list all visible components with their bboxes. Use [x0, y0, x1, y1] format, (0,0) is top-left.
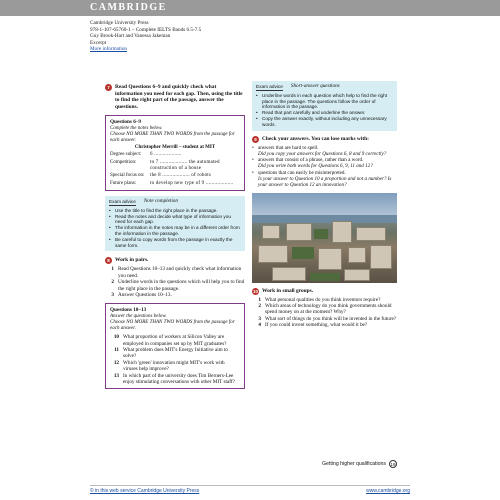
exam-advice-note-completion	[105, 196, 245, 251]
list-item: 12 Which 'green' innovation might MIT's work with viruses help improve?	[113, 359, 225, 373]
list-item: • answers that consist of a phrase, rather than a word. Did you write both words for Questions 6, 9, 11 and 12?	[252, 157, 397, 170]
advice-item: • Be careful to copy words from the passage in exactly the same form.	[109, 237, 241, 249]
advice-tag: Exam advice	[109, 198, 136, 204]
pairs-list	[105, 266, 245, 298]
questions-10-13-box	[105, 303, 245, 389]
book-meta	[90, 20, 201, 53]
list-item: 3 Answer Questions 10–13.	[111, 291, 172, 298]
step-10-text: Work in small groups.	[262, 287, 314, 294]
book-page	[90, 75, 410, 475]
meta-line: Excerpt	[90, 39, 107, 46]
meta-line: 978-1-107-65760-1 – Complete IELTS Bands 6.5-7.5	[90, 26, 202, 33]
list-item: 3 What sort of things do you think will be invented in the future?	[258, 315, 397, 322]
aerial-campus-photo	[252, 193, 397, 283]
questions-list	[110, 334, 240, 385]
list-item: • answers that are hard to spell. Did you copy your answers for Questions 6, 8 and 9 correctly?	[252, 145, 397, 158]
publisher-logo: CAMBRIDGE	[90, 2, 167, 13]
list-item: 13 In which part of the university does Tim Berners-Lee enjoy stimulating conversations with other MIT staff?	[113, 372, 235, 386]
advice-item: • Underline words in each question which help to find the right place in the passage. The questions follow the order of information in the passage.	[256, 93, 393, 110]
header-bar	[0, 0, 500, 16]
notes-label: Competition:	[110, 159, 137, 165]
notes-label: Special focus on:	[110, 173, 145, 179]
list-item: 1 What personal qualities do you think inventors require?	[258, 296, 381, 303]
marks-list	[252, 145, 397, 189]
notes-gap: 6 ...................	[150, 152, 182, 158]
left-column	[105, 84, 245, 389]
advice-item: • The information in the notes may be in a different order from the information in the passage.	[109, 225, 241, 237]
step-8	[105, 257, 245, 264]
exam-advice-short-answer	[252, 81, 397, 131]
instruction: Answer the questions below.	[110, 313, 167, 319]
notes-gap: the 8 ................... of robots	[150, 173, 212, 179]
copyright-link[interactable]: © in this web service Cambridge University Press	[90, 488, 200, 494]
more-information-link[interactable]: More information	[90, 46, 128, 53]
step-7-text: Read Questions 6–9 and quickly check what information you need for each gap. Then, using the title to find the right part of the passage, answer the questions.	[115, 84, 243, 110]
advice-item: • Copy the answer exactly, without including any unnecessary words.	[256, 116, 393, 128]
notes-label: Degree subject:	[110, 152, 142, 158]
instruction: Choose NO MORE THAN TWO WORDS from the passage for each answer.	[110, 319, 235, 331]
cambridge-site-link[interactable]: www.cambridge.org	[366, 488, 410, 494]
meta-line: Cambridge University Press	[90, 20, 149, 26]
step-number-badge: 9	[252, 136, 259, 143]
copyright-bar	[90, 485, 410, 494]
meta-line: Guy Brook-Hart and Vanessa Jakeman	[90, 33, 171, 40]
advice-item: • Read that part carefully and underline the answer.	[256, 110, 393, 116]
list-item: 11 What problem does MIT's Energy Initiative aim to solve?	[114, 347, 228, 360]
list-item: 2 Which areas of technology do you think governments should spend money on at the moment? Why?	[258, 303, 392, 316]
step-number-badge: 10	[252, 288, 258, 294]
step-9	[252, 136, 397, 143]
notes-label: Future plans:	[110, 180, 137, 186]
page-footer	[322, 460, 397, 468]
page-number: 19	[390, 462, 396, 467]
questions-6-9-box	[105, 115, 245, 191]
list-item: • questions that can easily be misinterpreted. Is your answer to Question 10 a proportion and not a number? Is your answer to Question 12 an innovation?	[252, 170, 397, 189]
right-column	[252, 81, 397, 329]
advice-item: • Use the title to find the right place in the passage.	[109, 208, 241, 214]
questions-title: Questions 6–9	[110, 119, 141, 126]
notes-gap: to develop new type of 9 ...................	[150, 180, 234, 186]
advice-item: • Read the notes and decide what type of information you need for each gap.	[109, 214, 241, 226]
list-item: 2 Underline words in the questions which will help you to find the right place in the passage.	[111, 279, 245, 292]
notes-heading: Christopher Merrill – student at MIT	[134, 145, 216, 151]
step-8-text: Work in pairs.	[115, 257, 149, 264]
instruction: Choose NO MORE THAN TWO WORDS from the passage for each answer.	[110, 131, 235, 143]
list-item: 4 If you could invent something, what would it be?	[258, 322, 368, 329]
advice-title: Short-answer questions	[290, 83, 340, 89]
advice-tag: Exam advice	[256, 84, 283, 89]
step-10	[252, 288, 397, 295]
step-9-text: Check your answers. You can lose marks with:	[262, 135, 369, 142]
questions-title: Questions 10–13	[110, 307, 147, 314]
unit-title: Getting higher qualifications	[322, 461, 387, 467]
list-item: 10 What proportion of workers at Silicon Valley are employed in companies set up by MIT graduates?	[113, 334, 227, 347]
step-7	[105, 84, 245, 110]
notes-gap: to 7 ................... the automated construction of a house	[150, 159, 220, 171]
groups-list	[252, 297, 397, 329]
step-number-badge: 8	[105, 257, 112, 264]
list-item: 1 Read Questions 10–13 and quickly check what information you need.	[111, 266, 242, 279]
instruction: Complete the notes below.	[110, 125, 163, 131]
notes-table	[110, 152, 240, 187]
advice-title: Note completion	[143, 197, 178, 204]
step-number-badge: 7	[105, 84, 112, 91]
